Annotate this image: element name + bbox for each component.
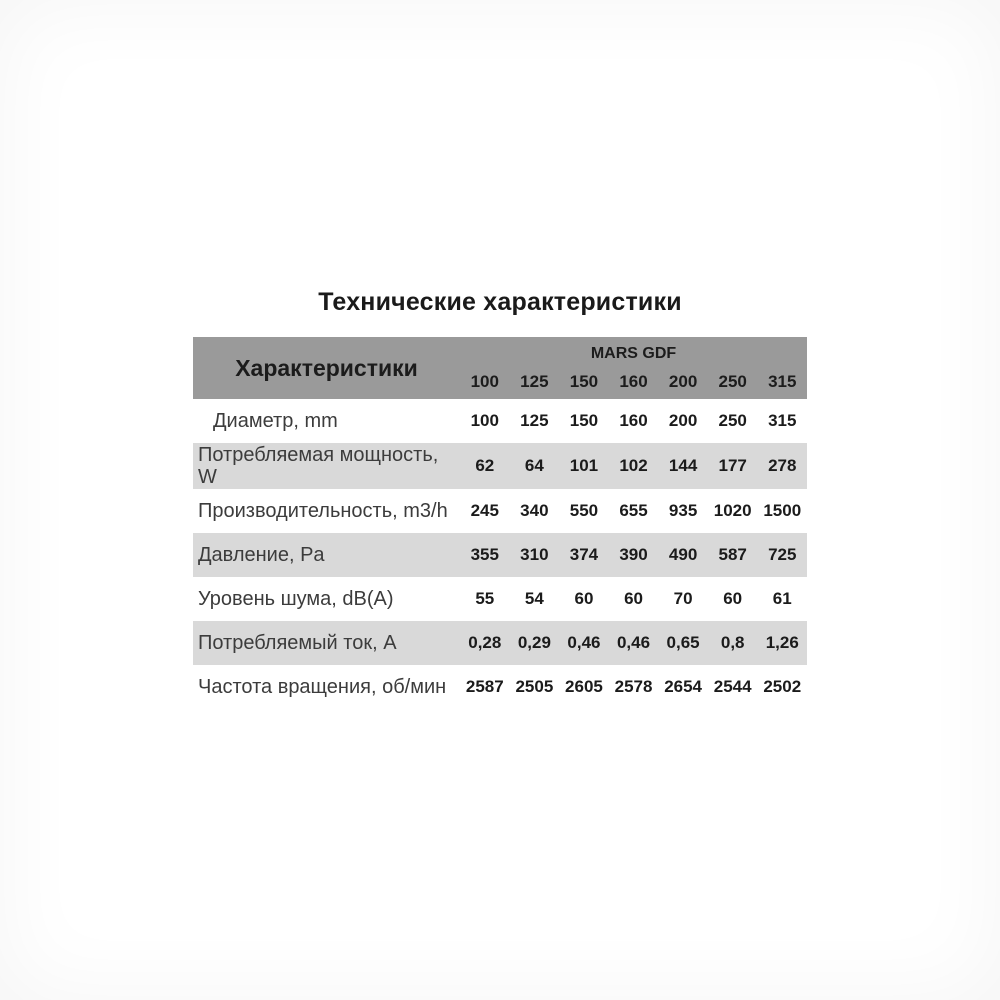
value-cell: 177 [718, 456, 747, 475]
page-title: Технические характеристики [318, 288, 682, 316]
header-size: 150 [569, 372, 599, 391]
value-cell: 310 [520, 545, 549, 564]
header-size: 160 [619, 372, 648, 391]
table-row-rpm [193, 665, 807, 709]
value-cell: 2578 [614, 677, 653, 696]
value-cell: 150 [569, 411, 599, 430]
value-cell: 725 [768, 545, 797, 564]
row-label: Уровень шума, dB(A) [198, 588, 394, 610]
value-cell: 655 [619, 501, 648, 520]
value-cell: 2544 [713, 677, 752, 696]
value-cell: 125 [520, 411, 549, 430]
value-cell: 160 [619, 411, 648, 430]
value-cell: 0,65 [666, 633, 700, 652]
table-row-airflow [193, 489, 807, 533]
row-label: Давление, Pa [198, 544, 325, 566]
value-cell: 0,28 [468, 633, 502, 652]
value-cell: 60 [723, 589, 743, 608]
value-cell: 340 [520, 501, 549, 520]
value-cell: 100 [470, 411, 499, 430]
header-sizes-row [460, 372, 807, 392]
value-cell: 0,46 [567, 633, 601, 652]
value-cell: 2502 [763, 677, 802, 696]
header-size: 100 [470, 372, 499, 391]
header-characteristics-label: Характеристики [235, 354, 418, 381]
value-cell: 550 [569, 501, 599, 520]
value-cell: 490 [668, 545, 698, 564]
specs-table [193, 337, 807, 709]
value-cell: 101 [569, 456, 599, 475]
header-model-name: MARS GDF [590, 345, 677, 362]
header-size: 125 [520, 372, 549, 391]
header-size: 315 [768, 372, 797, 391]
row-label: Диаметр, mm [213, 410, 338, 432]
value-cell: 54 [524, 589, 544, 608]
value-cell: 60 [574, 589, 594, 608]
value-cell: 245 [470, 501, 499, 520]
header-model-group [460, 337, 807, 399]
value-cell: 0,8 [720, 633, 745, 652]
value-cell: 374 [569, 545, 599, 564]
header-size: 250 [718, 372, 747, 391]
value-cell: 0,46 [616, 633, 651, 652]
table-row-current [193, 621, 807, 665]
row-label: Потребляемая мощность, W [198, 444, 439, 488]
table-row-diameter [193, 399, 807, 443]
value-cell: 2605 [565, 677, 603, 696]
value-cell: 2587 [465, 677, 504, 696]
value-cell: 1,26 [765, 633, 799, 652]
value-cell: 2654 [664, 677, 703, 696]
value-cell: 250 [718, 411, 747, 430]
value-cell: 61 [772, 589, 792, 608]
value-cell: 70 [673, 589, 693, 608]
value-cell: 278 [768, 456, 797, 475]
value-cell: 144 [668, 456, 698, 475]
value-cell: 935 [668, 501, 698, 520]
row-label: Частота вращения, об/мин [198, 676, 447, 698]
value-cell: 62 [475, 456, 495, 475]
value-cell: 55 [475, 589, 495, 608]
table-row-pressure [193, 533, 807, 577]
table-row-power [193, 443, 807, 489]
value-cell: 64 [524, 456, 544, 475]
value-cell: 315 [768, 411, 797, 430]
value-cell: 102 [619, 456, 648, 475]
value-cell: 2505 [515, 677, 554, 696]
header-size: 200 [668, 372, 698, 391]
value-cell: 390 [619, 545, 648, 564]
value-cell: 1500 [763, 501, 802, 520]
value-cell: 1020 [713, 501, 752, 520]
value-cell: 60 [624, 589, 643, 608]
value-cell: 0,29 [517, 633, 551, 652]
table-row-noise [193, 577, 807, 621]
value-cell: 587 [718, 545, 747, 564]
value-cell: 355 [470, 545, 499, 564]
row-label: Производительность, m3/h [198, 500, 448, 522]
row-label: Потребляемый ток, A [198, 632, 397, 654]
table-header-row [193, 337, 807, 399]
value-cell: 200 [668, 411, 698, 430]
